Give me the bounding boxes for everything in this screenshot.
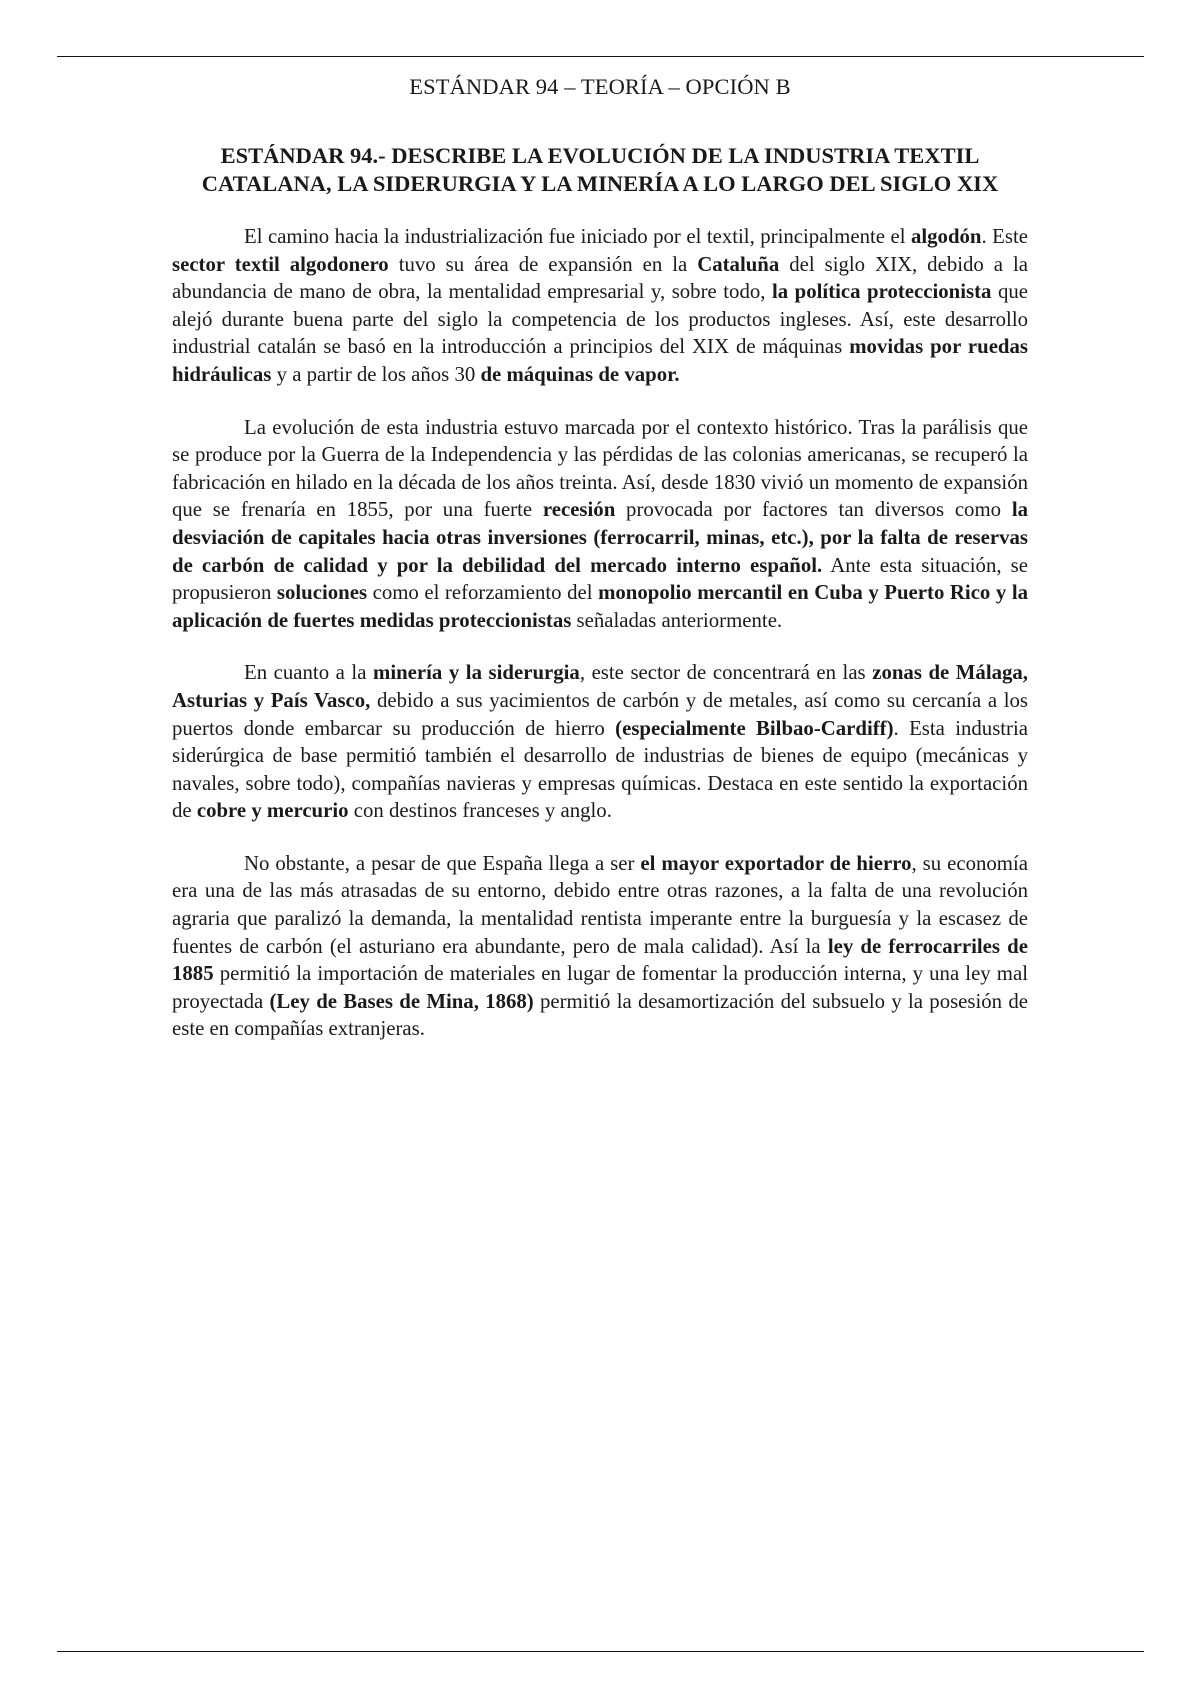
text-run: , este sector de concentrará en las bbox=[579, 661, 873, 685]
text-run: En cuanto a la bbox=[244, 661, 373, 685]
bold-text-run: movidas por ruedas hidráulicas bbox=[172, 335, 1028, 386]
paragraph-textile-evolution bbox=[172, 414, 1028, 635]
text-run: . Este bbox=[981, 225, 1028, 248]
text-run: No obstante, a pesar de que España llega a ser bbox=[244, 851, 641, 875]
text-run: con destinos franceses y anglo. bbox=[348, 799, 612, 823]
bold-text-run: la política proteccionista bbox=[771, 280, 992, 304]
text-run: permitió la desamortización del subsuelo y la posesión de este en compañías extranjeras. bbox=[172, 989, 1028, 1041]
bold-text-run: recesión bbox=[542, 498, 616, 522]
paragraph-mining-siderurgy bbox=[172, 659, 1028, 825]
bold-text-run: soluciones bbox=[276, 581, 368, 605]
bold-text-run: el mayor exportador de hierro bbox=[640, 851, 912, 875]
text-run: , su economía era una de las más atrasadas de su entorno, debido entre otras razones, a la falta de una revolución agraria que paralizó la demanda, la mentalidad rentista imperante entre la burguesía y la escasez de fuentes de carbón (el asturiano era abundante, pero de mala calidad). Así la bbox=[172, 851, 1028, 958]
text-run: debido a sus yacimientos de carbón y de metales, así como su cercanía a los puertos donde embarcar su producción de hierro bbox=[172, 688, 1028, 740]
bold-text-run: (Ley de Bases de Mina, 1868) bbox=[269, 989, 534, 1013]
bold-text-run: de máquinas de vapor. bbox=[480, 362, 680, 386]
text-run: provocada por factores tan diversos como bbox=[615, 498, 1012, 522]
text-run: permitió la importación de materiales en lugar de fomentar la producción interna, y una ley mal proyectada bbox=[172, 962, 1028, 1013]
page-header: ESTÁNDAR 94 – TEORÍA – OPCIÓN B bbox=[409, 74, 791, 99]
bottom-divider bbox=[57, 1651, 1144, 1652]
text-run: que alejó durante buena parte del siglo la competencia de los productos ingleses. Así, este desarrollo industrial catalán se basó en la introducción a principios del XIX de máquinas bbox=[172, 280, 1028, 359]
text-run: y a partir de los años 30 bbox=[271, 362, 481, 386]
paragraph-textile-origins bbox=[172, 223, 1028, 389]
document-body bbox=[172, 142, 1028, 1068]
text-run: del siglo XIX, debido a la abundancia de mano de obra, la mentalidad empresarial y, sobre todo, bbox=[172, 252, 1028, 304]
bold-text-run: (especialmente Bilbao-Cardiff) bbox=[615, 716, 894, 740]
text-run: El camino hacia la industrialización fue iniciado por el textil, principalmente el bbox=[244, 225, 911, 248]
text-run: Ante esta situación, se propusieron bbox=[172, 553, 1029, 605]
bold-text-run: ley de ferrocarriles de 1885 bbox=[172, 934, 1028, 986]
bold-text-run: cobre y mercurio bbox=[196, 799, 349, 823]
bold-text-run: monopolio mercantil en Cuba y Puerto Rico y la aplicación de fuertes medidas proteccionistas bbox=[172, 581, 1029, 632]
bold-text-run: Cataluña bbox=[697, 252, 780, 276]
text-run: señaladas anteriormente. bbox=[571, 608, 783, 632]
bold-text-run: algodón bbox=[910, 225, 982, 248]
bold-text-run: la desviación de capitales hacia otras inversiones (ferrocarril, minas, etc.), por la falta de reservas de carbón de calidad y por la debilidad del mercado interno español. bbox=[172, 498, 1028, 577]
top-divider bbox=[57, 56, 1144, 57]
bold-text-run: zonas de Málaga, Asturias y País Vasco, bbox=[172, 661, 1029, 712]
text-run: La evolución de esta industria estuvo marcada por el contexto histórico. Tras la parálisis que se produce por la Guerra de la Independencia y las pérdidas de las colonias americanas, se recuperó la fabricación en hilado en la década de los años treinta. Así, desde 1830 vivió un momento de expansión que se frenaría en 1855, por una fuerte bbox=[172, 415, 1028, 522]
paragraph-economic-backwardness bbox=[172, 850, 1028, 1043]
bold-text-run: sector textil algodonero bbox=[172, 252, 389, 276]
text-run: . Esta industria siderúrgica de base permitió también el desarrollo de industrias de bienes de equipo (mecánicas y navales, sobre todo), compañías navieras y empresas químicas. Destaca en este sentido la exportación de bbox=[172, 716, 1028, 823]
text-run: tuvo su área de expansión en la bbox=[388, 252, 698, 276]
document-title: ESTÁNDAR 94.- DESCRIBE LA EVOLUCIÓN DE LA INDUSTRIA TEXTIL CATALANA, LA SIDERURGIA Y LA MINERÍA A LO LARGO DEL SIGLO XIX bbox=[201, 143, 999, 196]
bold-text-run: minería y la siderurgia bbox=[373, 661, 580, 685]
text-run: como el reforzamiento del bbox=[367, 581, 599, 605]
